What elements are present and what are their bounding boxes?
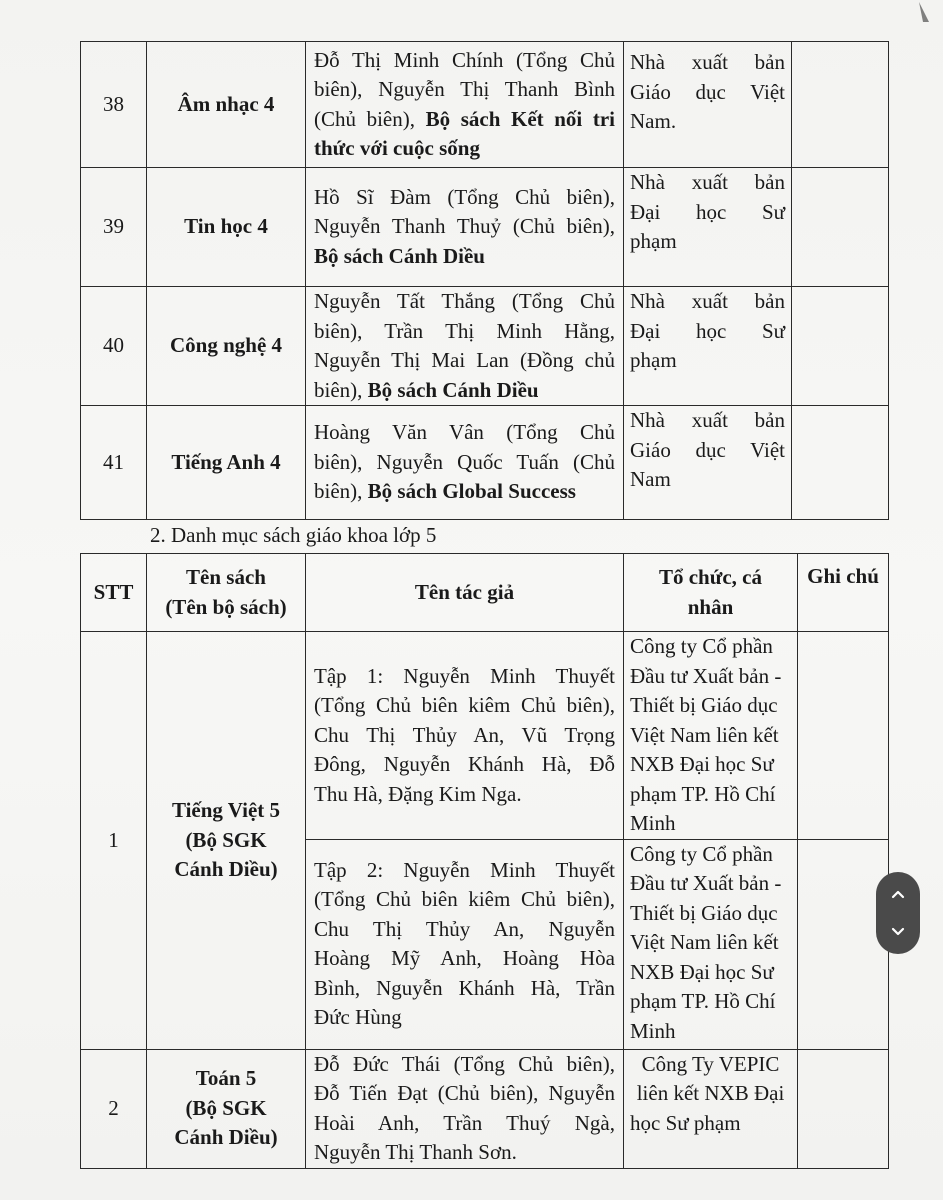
header-author: Tên tác giả [306, 554, 624, 632]
author-line: Hoàng Mỹ Anh, Hoàng Hòa [314, 946, 615, 970]
publisher-line: Công Ty VEPIC [641, 1051, 780, 1076]
note-cell [792, 42, 889, 168]
header-book-name [147, 554, 306, 632]
author-line: Đỗ Tiến Đạt (Chủ biên), Nguyễn [314, 1081, 615, 1105]
author-cell [306, 42, 624, 168]
author-line: Tập 1: Nguyễn Minh Thuyết [314, 663, 615, 688]
author-cell [306, 406, 624, 520]
publisher-line: phạm [630, 348, 677, 372]
chevron-down-icon [890, 923, 906, 939]
author-cell [306, 168, 624, 287]
author-line: Hoài Anh, Trần Thuý Ngà, [314, 1110, 615, 1135]
author-line: Bình, Nguyễn Khánh Hà, Trần [314, 975, 615, 1000]
publisher-line: phạm TP. Hồ Chí [630, 989, 776, 1013]
table-row [81, 287, 889, 406]
note-cell [798, 1049, 889, 1168]
author-cell [306, 632, 624, 840]
author-line: Đức Hùng [314, 1005, 402, 1029]
publisher-line: Việt Nam liên kết [630, 930, 779, 954]
author-line: Nguyễn Tất Thắng (Tổng Chủ [314, 289, 615, 313]
author-line: biên), Nguyễn Thị Thanh Bình [314, 77, 615, 101]
row-number: 40 [81, 287, 147, 406]
author-line: (Chủ biên), [314, 106, 426, 131]
subject-name [147, 1049, 306, 1168]
header-organization [624, 554, 798, 632]
publisher-line: Đại học Sư [630, 318, 785, 343]
subject-name: Công nghệ 4 [147, 287, 306, 406]
author-line: biên), Trần Thị Minh Hằng, [314, 318, 615, 343]
publisher-line: Thiết bị Giáo dục [630, 900, 778, 925]
textbook-table-grade4 [80, 41, 889, 520]
row-number: 38 [81, 42, 147, 168]
publisher-cell [624, 839, 798, 1049]
table-header-row [81, 554, 889, 632]
chevron-up-icon [890, 887, 906, 903]
author-line: Đỗ Thị Minh Chính (Tổng Chủ [314, 47, 615, 72]
scroll-down-button[interactable] [883, 916, 913, 946]
table-row [81, 168, 889, 287]
header-line: (Tên bộ sách) [165, 594, 287, 619]
author-line: (Tổng Chủ biên kiêm Chủ biên), [314, 887, 615, 911]
author-line: biên), [314, 377, 368, 402]
row-number: 2 [81, 1049, 147, 1168]
publisher-line: Nhà xuất bản [630, 408, 785, 432]
publisher-line: Công ty Cổ phần [630, 634, 773, 658]
row-number: 41 [81, 406, 147, 520]
header-line: nhân [687, 594, 734, 619]
subject-name [147, 632, 306, 1050]
header-note: Ghi chú [798, 554, 889, 632]
publisher-line: học Sư phạm [630, 1110, 741, 1135]
author-line: Hồ Sĩ Đàm (Tổng Chủ biên), [314, 184, 615, 209]
book-series-name: Bộ sách Kết nối tri [425, 106, 615, 131]
table-row [81, 406, 889, 520]
publisher-cell [624, 168, 792, 287]
publisher-line: Minh [630, 811, 676, 835]
author-line: Đỗ Đức Thái (Tổng Chủ biên), [314, 1051, 615, 1076]
author-cell [306, 1049, 624, 1168]
note-cell [792, 168, 889, 287]
book-series-name: Bộ sách Cánh Diều [367, 377, 539, 402]
publisher-line: Nhà xuất bản [630, 289, 785, 313]
publisher-line: Nhà xuất bản [630, 50, 785, 74]
table-row [81, 42, 889, 168]
author-line: Hoàng Văn Vân (Tổng Chủ [314, 420, 615, 445]
table-row [81, 1049, 889, 1168]
author-line: Nguyễn Thị Thanh Sơn. [314, 1140, 517, 1164]
author-line: Thu Hà, Đặng Kim Nga. [314, 781, 522, 806]
author-line: Nguyễn Thị Mai Lan (Đồng chủ [314, 348, 615, 372]
author-line: biên), [314, 479, 368, 504]
publisher-cell [624, 287, 792, 406]
author-line: Chu Thị Thủy An, Nguyễn [314, 916, 615, 941]
page-scroll-control [876, 872, 920, 954]
publisher-line: Nhà xuất bản [630, 170, 785, 194]
publisher-line: phạm TP. Hồ Chí [630, 781, 776, 806]
publisher-line: Đầu tư Xuất bản - [630, 871, 782, 895]
row-number: 39 [81, 168, 147, 287]
publisher-cell [624, 632, 798, 840]
note-cell [798, 632, 889, 840]
author-line: Nguyễn Thanh Thuỷ (Chủ biên), [314, 214, 615, 239]
note-cell [792, 287, 889, 406]
author-cell [306, 839, 624, 1049]
note-cell [798, 839, 889, 1049]
publisher-line: NXB Đại học Sư [630, 752, 774, 776]
header-stt: STT [81, 554, 147, 632]
table-row [81, 632, 889, 840]
publisher-line: Nam [630, 467, 671, 491]
header-line: Tổ chức, cá [658, 565, 762, 589]
row-number: 1 [81, 632, 147, 1050]
header-line: Tên sách [186, 565, 266, 589]
book-series-name: Bộ sách Global Success [367, 479, 576, 504]
publisher-line: Thiết bị Giáo dục [630, 693, 778, 717]
subject-line: Cánh Diều) [174, 857, 278, 881]
subject-line: (Bộ SGK [185, 827, 267, 852]
subject-name: Âm nhạc 4 [147, 42, 306, 168]
publisher-line: phạm [630, 229, 677, 253]
publisher-line: Minh [630, 1018, 676, 1043]
publisher-cell [624, 406, 792, 520]
publisher-line: Đại học Sư [630, 199, 785, 224]
author-line: biên), Nguyễn Quốc Tuấn (Chủ [314, 449, 615, 474]
book-series-name: Bộ sách Cánh Diều [314, 243, 485, 268]
subject-line: Toán 5 [195, 1066, 257, 1091]
subject-line: Tiếng Việt 5 [171, 798, 281, 822]
publisher-line: Đầu tư Xuất bản - [630, 663, 782, 688]
section-heading: 2. Danh mục sách giáo khoa lớp 5 [150, 523, 437, 547]
subject-line: (Bộ SGK [185, 1095, 267, 1120]
publisher-line: NXB Đại học Sư [630, 959, 774, 984]
publisher-line: Việt Nam liên kết [630, 722, 779, 747]
author-line: Đông, Nguyễn Khánh Hà, Đỗ [314, 752, 615, 776]
publisher-line: Công ty Cổ phần [630, 841, 773, 866]
author-line: (Tổng Chủ biên kiêm Chủ biên), [314, 693, 615, 717]
publisher-line: liên kết NXB Đại [636, 1081, 785, 1105]
author-line: Chu Thị Thủy An, Vũ Trọng [314, 722, 615, 747]
author-cell [306, 287, 624, 406]
subject-name: Tin học 4 [147, 168, 306, 287]
publisher-line: Nam. [630, 109, 677, 133]
note-cell [792, 406, 889, 520]
scroll-up-button[interactable] [883, 880, 913, 910]
textbook-table-grade5 [80, 553, 889, 1169]
subject-name: Tiếng Anh 4 [147, 406, 306, 520]
publisher-line: Giáo dục Việt [630, 437, 785, 462]
publisher-cell [624, 42, 792, 168]
publisher-cell [624, 1049, 798, 1168]
publisher-line: Giáo dục Việt [630, 79, 785, 104]
author-line: Tập 2: Nguyễn Minh Thuyết [314, 857, 615, 882]
book-series-name: thức với cuộc sống [314, 136, 480, 160]
subject-line: Cánh Diều) [174, 1125, 278, 1150]
page-corner-mark [919, 2, 929, 22]
